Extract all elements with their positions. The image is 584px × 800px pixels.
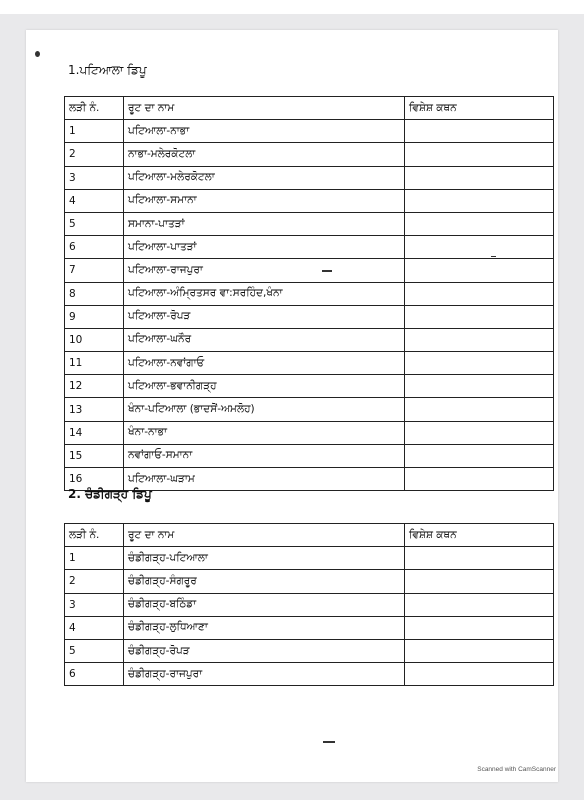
table-row [65,547,554,570]
route-cell: ਪਟਿਆਲਾ-ਸਮਾਨਾ [124,189,405,212]
serial-cell: 13 [65,398,124,421]
serial-cell: 2 [65,143,124,166]
serial-cell: 5 [65,212,124,235]
remarks-cell [405,282,554,305]
serial-cell: 7 [65,259,124,282]
serial-cell: 3 [65,166,124,189]
table-row [65,120,554,143]
serial-cell: 11 [65,352,124,375]
route-cell: ਚੰਡੀਗੜ੍ਹ-ਬਠਿੰਡਾ [124,593,405,616]
ink-mark [491,256,496,257]
route-cell: ਪਟਿਆਲਾ-ਨਵਾਂਗਾਓ [124,352,405,375]
remarks-cell [405,236,554,259]
route-cell: ਚੰਡੀਗੜ੍ਹ-ਲੁਧਿਆਣਾ [124,616,405,639]
remarks-cell [405,468,554,491]
route-cell: ਪਟਿਆਲਾ-ਘਨੌਰ [124,328,405,351]
remarks-cell [405,166,554,189]
header-remarks: ਵਿਸ਼ੇਸ਼ ਕਥਨ [405,524,554,547]
remarks-cell [405,189,554,212]
table-row [65,212,554,235]
table-row [65,352,554,375]
depot2-table [64,523,554,686]
serial-cell: 12 [65,375,124,398]
route-cell: ਪਟਿਆਲਾ-ਅੰਮ੍ਰਿਤਸਰ ਵਾ:ਸਰਹਿੰਦ,ਖੰਨਾ [124,282,405,305]
serial-cell: 9 [65,305,124,328]
table-row [65,593,554,616]
table-row [65,444,554,467]
route-cell: ਸਮਾਨਾ-ਪਾਤੜਾਂ [124,212,405,235]
table-header-row [65,97,554,120]
depot1-table [64,96,554,491]
remarks-cell [405,352,554,375]
serial-cell: 8 [65,282,124,305]
ink-mark [322,270,332,272]
route-cell: ਪਟਿਆਲਾ-ਰੋਪੜ [124,305,405,328]
header-serial: ਲੜੀ ਨੰ. [65,524,124,547]
top-strip [0,0,584,14]
table-row [65,259,554,282]
remarks-cell [405,328,554,351]
serial-cell: 3 [65,593,124,616]
remarks-cell [405,570,554,593]
depot1-title: 1.ਪਟਿਆਲਾ ਡਿਪੂ [68,63,147,77]
table-row [65,189,554,212]
serial-cell: 4 [65,189,124,212]
table-row [65,375,554,398]
remarks-cell [405,143,554,166]
route-cell: ਪਟਿਆਲਾ-ਮਲੇਰਕੋਟਲਾ [124,166,405,189]
route-cell: ਚੰਡੀਗੜ੍ਹ-ਪਟਿਆਲਾ [124,547,405,570]
table-row [65,421,554,444]
route-cell: ਚੰਡੀਗੜ੍ਹ-ਰੋਪੜ [124,639,405,662]
depot2-title: 2. ਚੰਡੀਗੜ੍ਹ ਡਿਪੂ [68,487,152,501]
route-cell: ਪਟਿਆਲਾ-ਭਵਾਨੀਗੜ੍ਹ [124,375,405,398]
serial-cell: 14 [65,421,124,444]
remarks-cell [405,375,554,398]
serial-cell: 4 [65,616,124,639]
route-cell: ਪਟਿਆਲਾ-ਰਾਜਪੁਰਾ [124,259,405,282]
serial-cell: 10 [65,328,124,351]
route-cell: ਖੰਨਾ-ਪਟਿਆਲਾ (ਭਾਦਸੋਂ-ਅਮਲੋਹ) [124,398,405,421]
remarks-cell [405,663,554,686]
ink-mark [323,741,335,743]
route-cell: ਪਟਿਆਲਾ-ਨਾਭਾ [124,120,405,143]
table-row [65,328,554,351]
route-cell: ਖੰਨਾ-ਨਾਭਾ [124,421,405,444]
route-cell: ਨਾਭਾ-ਮਲੇਰਕੋਟਲਾ [124,143,405,166]
ink-mark [35,51,40,57]
header-route: ਰੂਟ ਦਾ ਨਾਮ [124,524,405,547]
remarks-cell [405,120,554,143]
serial-cell: 1 [65,547,124,570]
header-remarks: ਵਿਸ਼ੇਸ਼ ਕਥਨ [405,97,554,120]
table-header-row [65,524,554,547]
serial-cell: 16 [65,468,124,491]
serial-cell: 2 [65,570,124,593]
scanned-page [26,30,558,782]
serial-cell: 6 [65,663,124,686]
depot2-rows [65,547,554,686]
table-row [65,616,554,639]
serial-cell: 15 [65,444,124,467]
route-cell: ਨਵਾਂਗਾਓ-ਸਮਾਨਾ [124,444,405,467]
header-serial: ਲੜੀ ਨੰ. [65,97,124,120]
remarks-cell [405,639,554,662]
table-row [65,305,554,328]
route-cell: ਚੰਡੀਗੜ੍ਹ-ਰਾਜਪੁਰਾ [124,663,405,686]
remarks-cell [405,305,554,328]
table-row [65,398,554,421]
remarks-cell [405,547,554,570]
serial-cell: 1 [65,120,124,143]
remarks-cell [405,259,554,282]
remarks-cell [405,593,554,616]
serial-cell: 5 [65,639,124,662]
table-row [65,663,554,686]
remarks-cell [405,212,554,235]
depot1-rows [65,120,554,491]
table-row [65,236,554,259]
header-route: ਰੂਟ ਦਾ ਨਾਮ [124,97,405,120]
route-cell: ਪਟਿਆਲਾ-ਘੜਾਮ [124,468,405,491]
route-cell: ਪਟਿਆਲਾ-ਪਾਤੜਾਂ [124,236,405,259]
route-cell: ਚੰਡੀਗੜ੍ਹ-ਸੰਗਰੂਰ [124,570,405,593]
remarks-cell [405,616,554,639]
remarks-cell [405,398,554,421]
table-row [65,166,554,189]
serial-cell: 6 [65,236,124,259]
table-row [65,639,554,662]
remarks-cell [405,444,554,467]
table-row [65,282,554,305]
remarks-cell [405,421,554,444]
scanner-watermark: Scanned with CamScanner [477,766,556,773]
table-row [65,143,554,166]
table-row [65,570,554,593]
